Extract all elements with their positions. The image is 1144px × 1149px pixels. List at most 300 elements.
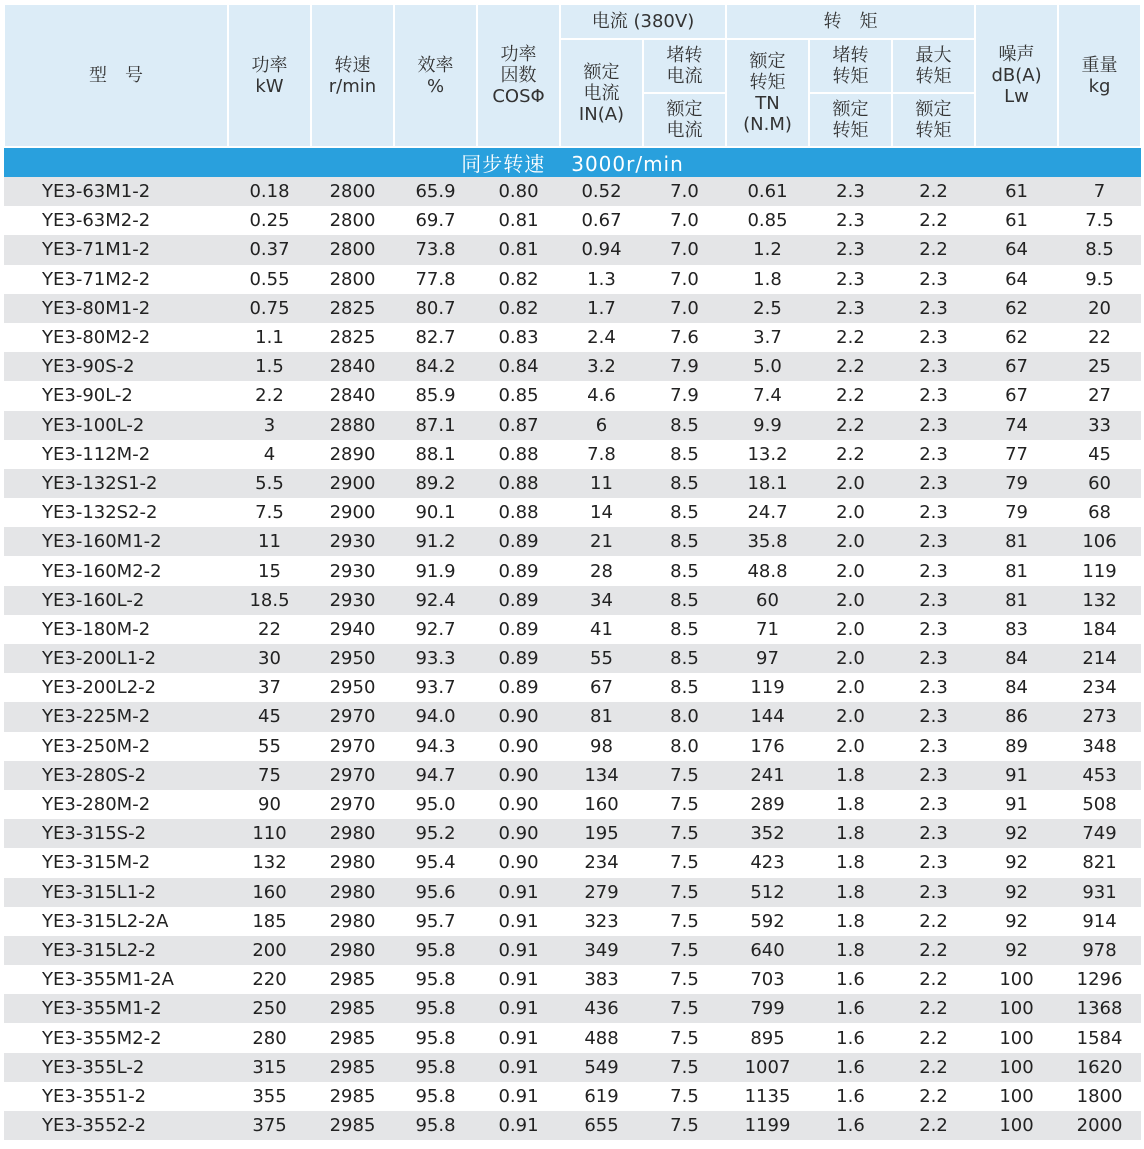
cell-max-torque-ratio: 2.3 bbox=[892, 498, 975, 527]
cell-max-torque-ratio: 2.3 bbox=[892, 294, 975, 323]
cell-speed: 2930 bbox=[311, 556, 394, 585]
cell-locked-torque-ratio: 1.8 bbox=[809, 819, 892, 848]
cell-speed: 2930 bbox=[311, 586, 394, 615]
cell-locked-current-ratio: 7.5 bbox=[643, 878, 726, 907]
header-noise-line2: dB(A) bbox=[991, 65, 1042, 86]
cell-speed: 2880 bbox=[311, 411, 394, 440]
cell-power-factor: 0.89 bbox=[477, 586, 560, 615]
cell-weight: 1296 bbox=[1058, 965, 1141, 994]
cell-max-torque-ratio: 2.3 bbox=[892, 819, 975, 848]
table-row bbox=[4, 586, 1141, 615]
cell-weight: 273 bbox=[1058, 702, 1141, 731]
header-rated-current-line2: 电流 bbox=[583, 82, 620, 104]
header-power-factor-line1: 功率 bbox=[500, 44, 537, 65]
cell-noise: 84 bbox=[975, 673, 1058, 702]
cell-power: 132 bbox=[228, 848, 311, 877]
cell-weight: 106 bbox=[1058, 527, 1141, 556]
header-efficiency-unit: % bbox=[426, 75, 445, 97]
cell-efficiency: 90.1 bbox=[394, 498, 477, 527]
cell-noise: 92 bbox=[975, 878, 1058, 907]
cell-efficiency: 94.0 bbox=[394, 702, 477, 731]
cell-locked-current-ratio: 8.0 bbox=[643, 702, 726, 731]
cell-power-factor: 0.91 bbox=[477, 1023, 560, 1052]
cell-noise: 86 bbox=[975, 702, 1058, 731]
cell-rated-torque: 592 bbox=[726, 907, 809, 936]
cell-locked-current-ratio: 7.5 bbox=[643, 1111, 726, 1140]
cell-locked-torque-ratio: 1.8 bbox=[809, 848, 892, 877]
table-row bbox=[4, 527, 1141, 556]
cell-efficiency: 73.8 bbox=[394, 235, 477, 264]
cell-model: YE3-3552-2 bbox=[4, 1111, 228, 1140]
cell-locked-current-ratio: 7.5 bbox=[643, 819, 726, 848]
cell-speed: 2940 bbox=[311, 615, 394, 644]
cell-noise: 64 bbox=[975, 235, 1058, 264]
cell-power-factor: 0.88 bbox=[477, 440, 560, 469]
table-row bbox=[4, 352, 1141, 381]
header-power-unit: kW bbox=[255, 75, 284, 97]
cell-noise: 100 bbox=[975, 1023, 1058, 1052]
header-locked-torque-top-line1: 堵转 bbox=[832, 45, 869, 66]
table-row bbox=[4, 673, 1141, 702]
cell-model: YE3-132S1-2 bbox=[4, 469, 228, 498]
cell-model: YE3-80M1-2 bbox=[4, 294, 228, 323]
cell-noise: 91 bbox=[975, 761, 1058, 790]
cell-max-torque-ratio: 2.3 bbox=[892, 644, 975, 673]
table-row bbox=[4, 994, 1141, 1023]
cell-locked-current-ratio: 7.5 bbox=[643, 936, 726, 965]
cell-power-factor: 0.91 bbox=[477, 907, 560, 936]
cell-efficiency: 77.8 bbox=[394, 265, 477, 294]
cell-rated-torque: 512 bbox=[726, 878, 809, 907]
cell-locked-current-ratio: 7.5 bbox=[643, 1053, 726, 1082]
section-row bbox=[4, 147, 1141, 177]
header-max-torque-top-line1: 最大 bbox=[915, 45, 952, 66]
cell-speed: 2980 bbox=[311, 878, 394, 907]
cell-noise: 79 bbox=[975, 469, 1058, 498]
cell-noise: 91 bbox=[975, 790, 1058, 819]
cell-weight: 20 bbox=[1058, 294, 1141, 323]
cell-power: 15 bbox=[228, 556, 311, 585]
header-rated-torque-line1: 额定 bbox=[749, 51, 786, 72]
cell-noise: 100 bbox=[975, 994, 1058, 1023]
cell-rated-torque: 1199 bbox=[726, 1111, 809, 1140]
cell-locked-current-ratio: 8.5 bbox=[643, 498, 726, 527]
cell-weight: 7 bbox=[1058, 177, 1141, 206]
cell-locked-torque-ratio: 1.6 bbox=[809, 1053, 892, 1082]
cell-locked-current-ratio: 7.9 bbox=[643, 381, 726, 410]
cell-rated-current: 81 bbox=[560, 702, 643, 731]
cell-model: YE3-132S2-2 bbox=[4, 498, 228, 527]
cell-noise: 81 bbox=[975, 556, 1058, 585]
cell-locked-torque-ratio: 2.3 bbox=[809, 177, 892, 206]
cell-max-torque-ratio: 2.2 bbox=[892, 994, 975, 1023]
cell-rated-current: 41 bbox=[560, 615, 643, 644]
cell-locked-torque-ratio: 2.0 bbox=[809, 586, 892, 615]
cell-rated-current: 34 bbox=[560, 586, 643, 615]
cell-power: 45 bbox=[228, 702, 311, 731]
cell-power: 37 bbox=[228, 673, 311, 702]
cell-rated-torque: 35.8 bbox=[726, 527, 809, 556]
cell-power: 0.75 bbox=[228, 294, 311, 323]
table-row bbox=[4, 790, 1141, 819]
table-row bbox=[4, 265, 1141, 294]
cell-speed: 2800 bbox=[311, 235, 394, 264]
cell-weight: 2000 bbox=[1058, 1111, 1141, 1140]
cell-max-torque-ratio: 2.2 bbox=[892, 1023, 975, 1052]
cell-efficiency: 87.1 bbox=[394, 411, 477, 440]
cell-model: YE3-355M2-2 bbox=[4, 1023, 228, 1052]
header-rated-torque bbox=[726, 39, 809, 147]
cell-weight: 978 bbox=[1058, 936, 1141, 965]
cell-rated-torque: 3.7 bbox=[726, 323, 809, 352]
cell-locked-torque-ratio: 1.6 bbox=[809, 994, 892, 1023]
cell-power: 185 bbox=[228, 907, 311, 936]
cell-locked-current-ratio: 7.0 bbox=[643, 294, 726, 323]
cell-max-torque-ratio: 2.2 bbox=[892, 965, 975, 994]
header-power-factor bbox=[477, 4, 560, 147]
cell-max-torque-ratio: 2.3 bbox=[892, 265, 975, 294]
table-row bbox=[4, 732, 1141, 761]
cell-power-factor: 0.90 bbox=[477, 732, 560, 761]
cell-rated-torque: 71 bbox=[726, 615, 809, 644]
table-row bbox=[4, 469, 1141, 498]
cell-noise: 62 bbox=[975, 323, 1058, 352]
header-weight-line: 重量 bbox=[1081, 54, 1118, 76]
table-row bbox=[4, 965, 1141, 994]
cell-max-torque-ratio: 2.3 bbox=[892, 586, 975, 615]
cell-model: YE3-315L2-2 bbox=[4, 936, 228, 965]
cell-speed: 2985 bbox=[311, 1111, 394, 1140]
cell-weight: 508 bbox=[1058, 790, 1141, 819]
cell-power-factor: 0.89 bbox=[477, 644, 560, 673]
cell-rated-torque: 7.4 bbox=[726, 381, 809, 410]
cell-weight: 25 bbox=[1058, 352, 1141, 381]
cell-rated-current: 4.6 bbox=[560, 381, 643, 410]
cell-weight: 749 bbox=[1058, 819, 1141, 848]
cell-speed: 2985 bbox=[311, 994, 394, 1023]
cell-power: 1.5 bbox=[228, 352, 311, 381]
cell-speed: 2900 bbox=[311, 469, 394, 498]
cell-rated-current: 67 bbox=[560, 673, 643, 702]
cell-locked-torque-ratio: 1.6 bbox=[809, 965, 892, 994]
header-max-torque-top-line2: 转矩 bbox=[915, 66, 952, 87]
cell-locked-torque-ratio: 2.0 bbox=[809, 702, 892, 731]
header-weight-unit: kg bbox=[1088, 75, 1111, 97]
cell-power: 22 bbox=[228, 615, 311, 644]
section-label: 同步转速 bbox=[461, 152, 546, 176]
cell-power-factor: 0.81 bbox=[477, 206, 560, 235]
cell-locked-torque-ratio: 2.2 bbox=[809, 323, 892, 352]
cell-power-factor: 0.89 bbox=[477, 673, 560, 702]
cell-weight: 8.5 bbox=[1058, 235, 1141, 264]
cell-locked-current-ratio: 8.5 bbox=[643, 615, 726, 644]
cell-locked-torque-ratio: 1.8 bbox=[809, 878, 892, 907]
cell-rated-torque: 144 bbox=[726, 702, 809, 731]
cell-locked-current-ratio: 8.0 bbox=[643, 732, 726, 761]
cell-rated-current: 14 bbox=[560, 498, 643, 527]
cell-rated-current: 436 bbox=[560, 994, 643, 1023]
cell-max-torque-ratio: 2.3 bbox=[892, 440, 975, 469]
cell-rated-torque: 13.2 bbox=[726, 440, 809, 469]
cell-model: YE3-280S-2 bbox=[4, 761, 228, 790]
cell-locked-torque-ratio: 2.0 bbox=[809, 673, 892, 702]
cell-rated-current: 323 bbox=[560, 907, 643, 936]
cell-rated-torque: 2.5 bbox=[726, 294, 809, 323]
cell-rated-torque: 799 bbox=[726, 994, 809, 1023]
cell-max-torque-ratio: 2.3 bbox=[892, 411, 975, 440]
cell-speed: 2980 bbox=[311, 936, 394, 965]
cell-speed: 2930 bbox=[311, 527, 394, 556]
cell-max-torque-ratio: 2.3 bbox=[892, 352, 975, 381]
header-efficiency-line: 效率 bbox=[417, 54, 454, 76]
header-power bbox=[228, 4, 311, 147]
cell-locked-torque-ratio: 2.0 bbox=[809, 732, 892, 761]
cell-max-torque-ratio: 2.2 bbox=[892, 235, 975, 264]
cell-power-factor: 0.81 bbox=[477, 235, 560, 264]
table-row bbox=[4, 907, 1141, 936]
cell-power-factor: 0.91 bbox=[477, 936, 560, 965]
cell-power: 30 bbox=[228, 644, 311, 673]
cell-power: 75 bbox=[228, 761, 311, 790]
cell-power: 375 bbox=[228, 1111, 311, 1140]
header-locked-current-top-line1: 堵转 bbox=[666, 45, 703, 66]
cell-efficiency: 95.8 bbox=[394, 1111, 477, 1140]
cell-rated-current: 0.67 bbox=[560, 206, 643, 235]
cell-model: YE3-90S-2 bbox=[4, 352, 228, 381]
cell-efficiency: 85.9 bbox=[394, 381, 477, 410]
cell-model: YE3-80M2-2 bbox=[4, 323, 228, 352]
cell-weight: 1800 bbox=[1058, 1082, 1141, 1111]
cell-max-torque-ratio: 2.2 bbox=[892, 1111, 975, 1140]
cell-max-torque-ratio: 2.3 bbox=[892, 381, 975, 410]
motor-spec-table bbox=[3, 3, 1142, 1140]
cell-rated-torque: 1.8 bbox=[726, 265, 809, 294]
cell-efficiency: 95.8 bbox=[394, 936, 477, 965]
cell-locked-torque-ratio: 2.3 bbox=[809, 294, 892, 323]
cell-power: 110 bbox=[228, 819, 311, 848]
cell-rated-current: 383 bbox=[560, 965, 643, 994]
cell-weight: 22 bbox=[1058, 323, 1141, 352]
cell-model: YE3-112M-2 bbox=[4, 440, 228, 469]
cell-locked-torque-ratio: 1.6 bbox=[809, 1082, 892, 1111]
cell-max-torque-ratio: 2.2 bbox=[892, 936, 975, 965]
header-efficiency bbox=[394, 4, 477, 147]
cell-locked-torque-ratio: 2.2 bbox=[809, 411, 892, 440]
cell-noise: 84 bbox=[975, 644, 1058, 673]
cell-locked-current-ratio: 7.5 bbox=[643, 994, 726, 1023]
cell-efficiency: 95.8 bbox=[394, 1082, 477, 1111]
cell-power: 3 bbox=[228, 411, 311, 440]
cell-rated-current: 619 bbox=[560, 1082, 643, 1111]
cell-max-torque-ratio: 2.3 bbox=[892, 790, 975, 819]
cell-power: 0.37 bbox=[228, 235, 311, 264]
cell-rated-current: 2.4 bbox=[560, 323, 643, 352]
cell-weight: 214 bbox=[1058, 644, 1141, 673]
cell-efficiency: 94.7 bbox=[394, 761, 477, 790]
cell-rated-current: 0.94 bbox=[560, 235, 643, 264]
cell-rated-torque: 24.7 bbox=[726, 498, 809, 527]
cell-power: 0.18 bbox=[228, 177, 311, 206]
cell-rated-torque: 241 bbox=[726, 761, 809, 790]
cell-efficiency: 95.6 bbox=[394, 878, 477, 907]
cell-speed: 2985 bbox=[311, 1053, 394, 1082]
cell-rated-current: 160 bbox=[560, 790, 643, 819]
cell-locked-torque-ratio: 2.3 bbox=[809, 235, 892, 264]
cell-speed: 2840 bbox=[311, 352, 394, 381]
header-max-torque-bottom-line2: 转矩 bbox=[915, 120, 952, 141]
header-locked-torque-bottom-line1: 额定 bbox=[832, 99, 869, 120]
cell-speed: 2970 bbox=[311, 702, 394, 731]
table-header bbox=[4, 4, 1141, 147]
cell-locked-torque-ratio: 1.8 bbox=[809, 907, 892, 936]
cell-max-torque-ratio: 2.3 bbox=[892, 673, 975, 702]
cell-rated-current: 1.7 bbox=[560, 294, 643, 323]
cell-speed: 2980 bbox=[311, 907, 394, 936]
cell-speed: 2825 bbox=[311, 294, 394, 323]
cell-noise: 61 bbox=[975, 206, 1058, 235]
cell-speed: 2900 bbox=[311, 498, 394, 527]
cell-max-torque-ratio: 2.3 bbox=[892, 323, 975, 352]
table-row bbox=[4, 1082, 1141, 1111]
cell-model: YE3-355M1-2A bbox=[4, 965, 228, 994]
cell-locked-current-ratio: 7.5 bbox=[643, 1082, 726, 1111]
cell-locked-current-ratio: 8.5 bbox=[643, 556, 726, 585]
cell-locked-torque-ratio: 1.6 bbox=[809, 1023, 892, 1052]
cell-speed: 2985 bbox=[311, 1082, 394, 1111]
cell-power-factor: 0.88 bbox=[477, 498, 560, 527]
header-power-factor-line2: 因数 bbox=[500, 65, 537, 86]
cell-power: 2.2 bbox=[228, 381, 311, 410]
header-max-torque-top bbox=[892, 39, 975, 93]
cell-noise: 61 bbox=[975, 177, 1058, 206]
cell-weight: 7.5 bbox=[1058, 206, 1141, 235]
header-max-torque-bottom-line1: 额定 bbox=[915, 99, 952, 120]
cell-power-factor: 0.89 bbox=[477, 615, 560, 644]
cell-max-torque-ratio: 2.3 bbox=[892, 556, 975, 585]
cell-locked-torque-ratio: 2.2 bbox=[809, 381, 892, 410]
cell-rated-torque: 640 bbox=[726, 936, 809, 965]
cell-noise: 62 bbox=[975, 294, 1058, 323]
cell-model: YE3-315L2-2A bbox=[4, 907, 228, 936]
cell-rated-current: 98 bbox=[560, 732, 643, 761]
cell-noise: 100 bbox=[975, 1053, 1058, 1082]
cell-power-factor: 0.91 bbox=[477, 1082, 560, 1111]
cell-locked-current-ratio: 7.0 bbox=[643, 235, 726, 264]
cell-weight: 1584 bbox=[1058, 1023, 1141, 1052]
cell-speed: 2800 bbox=[311, 265, 394, 294]
cell-power: 280 bbox=[228, 1023, 311, 1052]
cell-model: YE3-315S-2 bbox=[4, 819, 228, 848]
cell-efficiency: 91.9 bbox=[394, 556, 477, 585]
cell-noise: 89 bbox=[975, 732, 1058, 761]
header-locked-torque-top bbox=[809, 39, 892, 93]
cell-weight: 27 bbox=[1058, 381, 1141, 410]
cell-efficiency: 84.2 bbox=[394, 352, 477, 381]
cell-noise: 67 bbox=[975, 352, 1058, 381]
cell-power: 7.5 bbox=[228, 498, 311, 527]
cell-rated-torque: 18.1 bbox=[726, 469, 809, 498]
cell-power: 160 bbox=[228, 878, 311, 907]
cell-rated-torque: 1.2 bbox=[726, 235, 809, 264]
cell-rated-torque: 289 bbox=[726, 790, 809, 819]
cell-locked-current-ratio: 7.6 bbox=[643, 323, 726, 352]
cell-model: YE3-355L-2 bbox=[4, 1053, 228, 1082]
cell-efficiency: 95.8 bbox=[394, 1023, 477, 1052]
cell-weight: 348 bbox=[1058, 732, 1141, 761]
cell-weight: 1620 bbox=[1058, 1053, 1141, 1082]
header-speed-line: 转速 bbox=[334, 54, 371, 76]
cell-max-torque-ratio: 2.3 bbox=[892, 527, 975, 556]
table-row bbox=[4, 1111, 1141, 1140]
table-row bbox=[4, 411, 1141, 440]
cell-rated-current: 279 bbox=[560, 878, 643, 907]
cell-weight: 234 bbox=[1058, 673, 1141, 702]
cell-rated-torque: 5.0 bbox=[726, 352, 809, 381]
cell-power-factor: 0.88 bbox=[477, 469, 560, 498]
cell-locked-current-ratio: 8.5 bbox=[643, 411, 726, 440]
table-row bbox=[4, 1023, 1141, 1052]
header-model: 型 号 bbox=[4, 4, 228, 147]
cell-power-factor: 0.89 bbox=[477, 527, 560, 556]
table-row bbox=[4, 206, 1141, 235]
cell-weight: 119 bbox=[1058, 556, 1141, 585]
cell-weight: 1368 bbox=[1058, 994, 1141, 1023]
header-power-factor-line3: COSΦ bbox=[492, 86, 545, 107]
table-row bbox=[4, 702, 1141, 731]
header-speed bbox=[311, 4, 394, 147]
table-row bbox=[4, 1053, 1141, 1082]
cell-locked-current-ratio: 7.9 bbox=[643, 352, 726, 381]
cell-rated-torque: 119 bbox=[726, 673, 809, 702]
cell-power-factor: 0.91 bbox=[477, 1111, 560, 1140]
cell-noise: 74 bbox=[975, 411, 1058, 440]
cell-locked-torque-ratio: 2.3 bbox=[809, 206, 892, 235]
cell-locked-current-ratio: 7.0 bbox=[643, 265, 726, 294]
cell-locked-current-ratio: 8.5 bbox=[643, 469, 726, 498]
header-max-torque-bottom bbox=[892, 93, 975, 147]
cell-speed: 2970 bbox=[311, 761, 394, 790]
cell-efficiency: 95.4 bbox=[394, 848, 477, 877]
cell-weight: 453 bbox=[1058, 761, 1141, 790]
cell-speed: 2825 bbox=[311, 323, 394, 352]
cell-max-torque-ratio: 2.3 bbox=[892, 732, 975, 761]
cell-speed: 2970 bbox=[311, 790, 394, 819]
table-row bbox=[4, 177, 1141, 206]
cell-power: 355 bbox=[228, 1082, 311, 1111]
header-rated-current-line1: 额定 bbox=[583, 61, 620, 83]
cell-locked-current-ratio: 8.5 bbox=[643, 673, 726, 702]
cell-model: YE3-200L2-2 bbox=[4, 673, 228, 702]
cell-model: YE3-280M-2 bbox=[4, 790, 228, 819]
header-locked-current-top bbox=[643, 39, 726, 93]
cell-rated-torque: 48.8 bbox=[726, 556, 809, 585]
cell-power-factor: 0.91 bbox=[477, 1053, 560, 1082]
cell-speed: 2980 bbox=[311, 819, 394, 848]
header-locked-torque-top-line2: 转矩 bbox=[832, 66, 869, 87]
cell-locked-torque-ratio: 2.0 bbox=[809, 469, 892, 498]
cell-locked-torque-ratio: 2.0 bbox=[809, 615, 892, 644]
cell-rated-current: 349 bbox=[560, 936, 643, 965]
cell-weight: 821 bbox=[1058, 848, 1141, 877]
table-row bbox=[4, 235, 1141, 264]
cell-speed: 2950 bbox=[311, 644, 394, 673]
cell-locked-torque-ratio: 2.0 bbox=[809, 644, 892, 673]
cell-efficiency: 82.7 bbox=[394, 323, 477, 352]
table-row bbox=[4, 498, 1141, 527]
cell-weight: 9.5 bbox=[1058, 265, 1141, 294]
cell-efficiency: 93.3 bbox=[394, 644, 477, 673]
cell-power: 0.55 bbox=[228, 265, 311, 294]
